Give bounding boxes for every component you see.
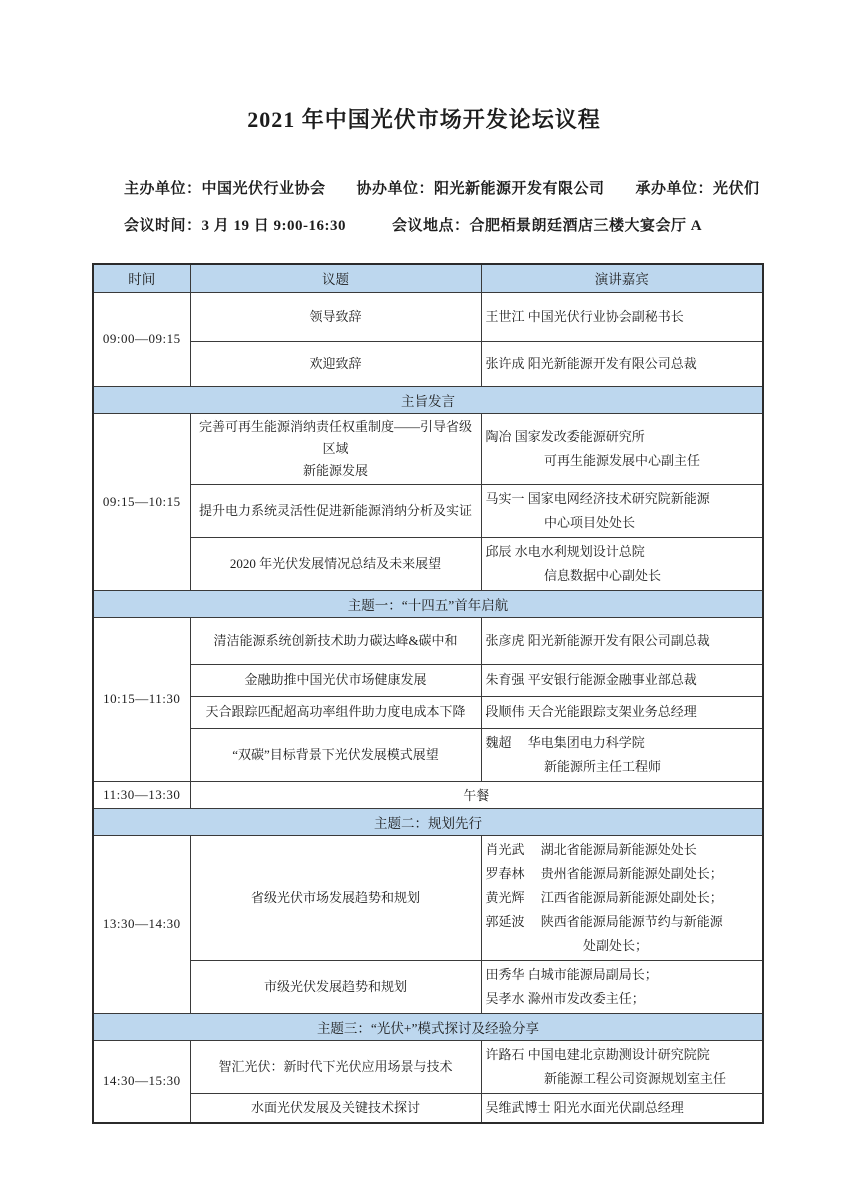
speaker-cell xyxy=(481,1093,763,1123)
speaker-cell xyxy=(481,341,763,386)
speaker-cell xyxy=(481,728,763,781)
agenda-row xyxy=(93,341,763,386)
speaker-line: 王世江 中国光伏行业协会副秘书长 xyxy=(485,308,684,324)
speaker-line: 新能源所主任工程师 xyxy=(544,758,662,774)
speaker-line: 陶冶 国家发改委能源研究所 xyxy=(485,428,645,444)
agenda-row xyxy=(93,696,763,728)
lunch-label: 午餐 xyxy=(190,781,763,808)
agenda-row xyxy=(93,728,763,781)
speaker-line: 张彦虎 阳光新能源开发有限公司副总裁 xyxy=(485,632,710,648)
speaker-line: 许路石 中国电建北京勘测设计研究院院 xyxy=(485,1046,710,1062)
speaker-line: 段顺伟 天合光能跟踪支架业务总经理 xyxy=(485,704,697,719)
time-cell: 09:15—10:15 xyxy=(93,413,190,590)
speaker-cell xyxy=(481,960,763,1013)
section-title: 主题二：规划先行 xyxy=(93,808,763,835)
topic-cell xyxy=(190,341,481,386)
topic-cell xyxy=(190,835,481,960)
speaker-line: 吴孝水 滁州市发改委主任； xyxy=(485,990,645,1006)
speaker-line: 肖光武 湖北省能源局新能源处处长 xyxy=(485,841,697,857)
section-row xyxy=(93,386,763,413)
topic-line: 完善可再生能源消纳责任权重制度——引导省级区域 xyxy=(198,418,472,456)
time-cell: 09:00—09:15 xyxy=(93,292,190,386)
speaker-line: 魏超 华电集团电力科学院 xyxy=(485,734,645,750)
section-title: 主旨发言 xyxy=(93,386,763,413)
table-header-row xyxy=(93,264,763,292)
topic-cell xyxy=(190,728,481,781)
agenda-row xyxy=(93,537,763,590)
agenda-row xyxy=(93,664,763,696)
speaker-line: 马实一 国家电网经济技术研究院新能源 xyxy=(485,490,710,506)
time-cell: 13:30—14:30 xyxy=(93,835,190,1013)
meta-line-organizers xyxy=(124,177,784,198)
topic-line: 2020 年光伏发展情况总结及未来展望 xyxy=(229,555,442,571)
speaker-cell xyxy=(481,696,763,728)
time-cell: 14:30—15:30 xyxy=(93,1040,190,1123)
meeting-time: 会议时间：3 月 19 日 9:00-16:30 xyxy=(124,218,346,234)
topic-line: 金融助推中国光伏市场健康发展 xyxy=(244,672,427,687)
topic-line: 智汇光伏：新时代下光伏应用场景与技术 xyxy=(218,1058,453,1074)
topic-cell xyxy=(190,1093,481,1123)
section-title: 主题一：“十四五”首年启航 xyxy=(93,590,763,617)
speaker-cell xyxy=(481,292,763,341)
speaker-line: 可再生能源发展中心副主任 xyxy=(544,452,701,468)
undertaker-unit: 承办单位：光伏们 xyxy=(635,181,760,197)
agenda-row xyxy=(93,1093,763,1123)
topic-cell xyxy=(190,1040,481,1093)
topic-cell xyxy=(190,537,481,590)
speaker-line: 张许成 阳光新能源开发有限公司总裁 xyxy=(485,355,697,371)
section-row xyxy=(93,1013,763,1040)
speaker-cell xyxy=(481,1040,763,1093)
speaker-line: 吴维武博士 阳光水面光伏副总经理 xyxy=(485,1099,684,1115)
agenda-row xyxy=(93,484,763,537)
speaker-cell xyxy=(481,835,763,960)
meeting-venue: 会议地点：合肥栢景朗廷酒店三楼大宴会厅 A xyxy=(392,218,703,234)
speaker-line: 处副处长； xyxy=(583,937,649,953)
speaker-cell xyxy=(481,664,763,696)
time-cell: 11:30—13:30 xyxy=(93,781,190,808)
time-cell: 10:15—11:30 xyxy=(93,617,190,781)
page-title: 2021 年中国光伏市场开发论坛议程 xyxy=(247,107,601,132)
speaker-cell xyxy=(481,537,763,590)
topic-line: 省级光伏市场发展趋势和规划 xyxy=(250,889,420,905)
lunch-row xyxy=(93,781,763,808)
section-row xyxy=(93,590,763,617)
topic-line: 欢迎致辞 xyxy=(309,355,362,371)
topic-line: 水面光伏发展及关键技术探讨 xyxy=(250,1099,420,1115)
speaker-line: 新能源工程公司资源规划室主任 xyxy=(544,1070,727,1086)
column-header-1: 议题 xyxy=(190,264,481,292)
topic-cell xyxy=(190,617,481,664)
agenda-table xyxy=(92,263,764,1124)
speaker-line: 朱育强 平安银行能源金融事业部总裁 xyxy=(485,672,697,687)
meta-line-time-venue xyxy=(124,214,784,235)
topic-line: “双碳”目标背景下光伏发展模式展望 xyxy=(232,746,439,762)
speaker-line: 中心项目处处长 xyxy=(544,514,636,530)
topic-line: 领导致辞 xyxy=(309,308,362,324)
speaker-line: 黄光辉 江西省能源局新能源处副处长； xyxy=(485,889,723,905)
section-row xyxy=(93,808,763,835)
topic-cell xyxy=(190,484,481,537)
section-title: 主题三：“光伏+”模式探讨及经验分享 xyxy=(93,1013,763,1040)
column-header-0: 时间 xyxy=(93,264,190,292)
topic-line: 清洁能源系统创新技术助力碳达峰&碳中和 xyxy=(213,632,458,648)
speaker-line: 郭延波 陕西省能源局能源节约与新能源 xyxy=(485,913,723,929)
speaker-cell xyxy=(481,617,763,664)
speaker-cell xyxy=(481,413,763,484)
agenda-row xyxy=(93,617,763,664)
topic-line: 提升电力系统灵活性促进新能源消纳分析及实证 xyxy=(198,502,472,518)
speaker-line: 罗春林 贵州省能源局新能源处副处长； xyxy=(485,865,723,881)
co-organizer-unit: 协办单位：阳光新能源开发有限公司 xyxy=(356,181,605,197)
agenda-row xyxy=(93,960,763,1013)
speaker-line: 田秀华 白城市能源局副局长； xyxy=(485,966,658,982)
topic-line: 天合跟踪匹配超高功率组件助力度电成本下降 xyxy=(205,704,466,719)
host-unit: 主办单位：中国光伏行业协会 xyxy=(124,181,326,197)
topic-cell xyxy=(190,664,481,696)
topic-cell xyxy=(190,292,481,341)
topic-line: 市级光伏发展趋势和规划 xyxy=(263,978,407,994)
topic-cell xyxy=(190,413,481,484)
speaker-line: 信息数据中心副处长 xyxy=(544,567,662,583)
column-header-2: 演讲嘉宾 xyxy=(481,264,763,292)
agenda-row xyxy=(93,835,763,960)
agenda-row xyxy=(93,1040,763,1093)
speaker-line: 邱辰 水电水利规划设计总院 xyxy=(485,543,645,559)
topic-cell xyxy=(190,696,481,728)
agenda-row xyxy=(93,413,763,484)
agenda-row xyxy=(93,292,763,341)
topic-cell xyxy=(190,960,481,1013)
topic-line: 新能源发展 xyxy=(302,462,368,478)
speaker-cell xyxy=(481,484,763,537)
